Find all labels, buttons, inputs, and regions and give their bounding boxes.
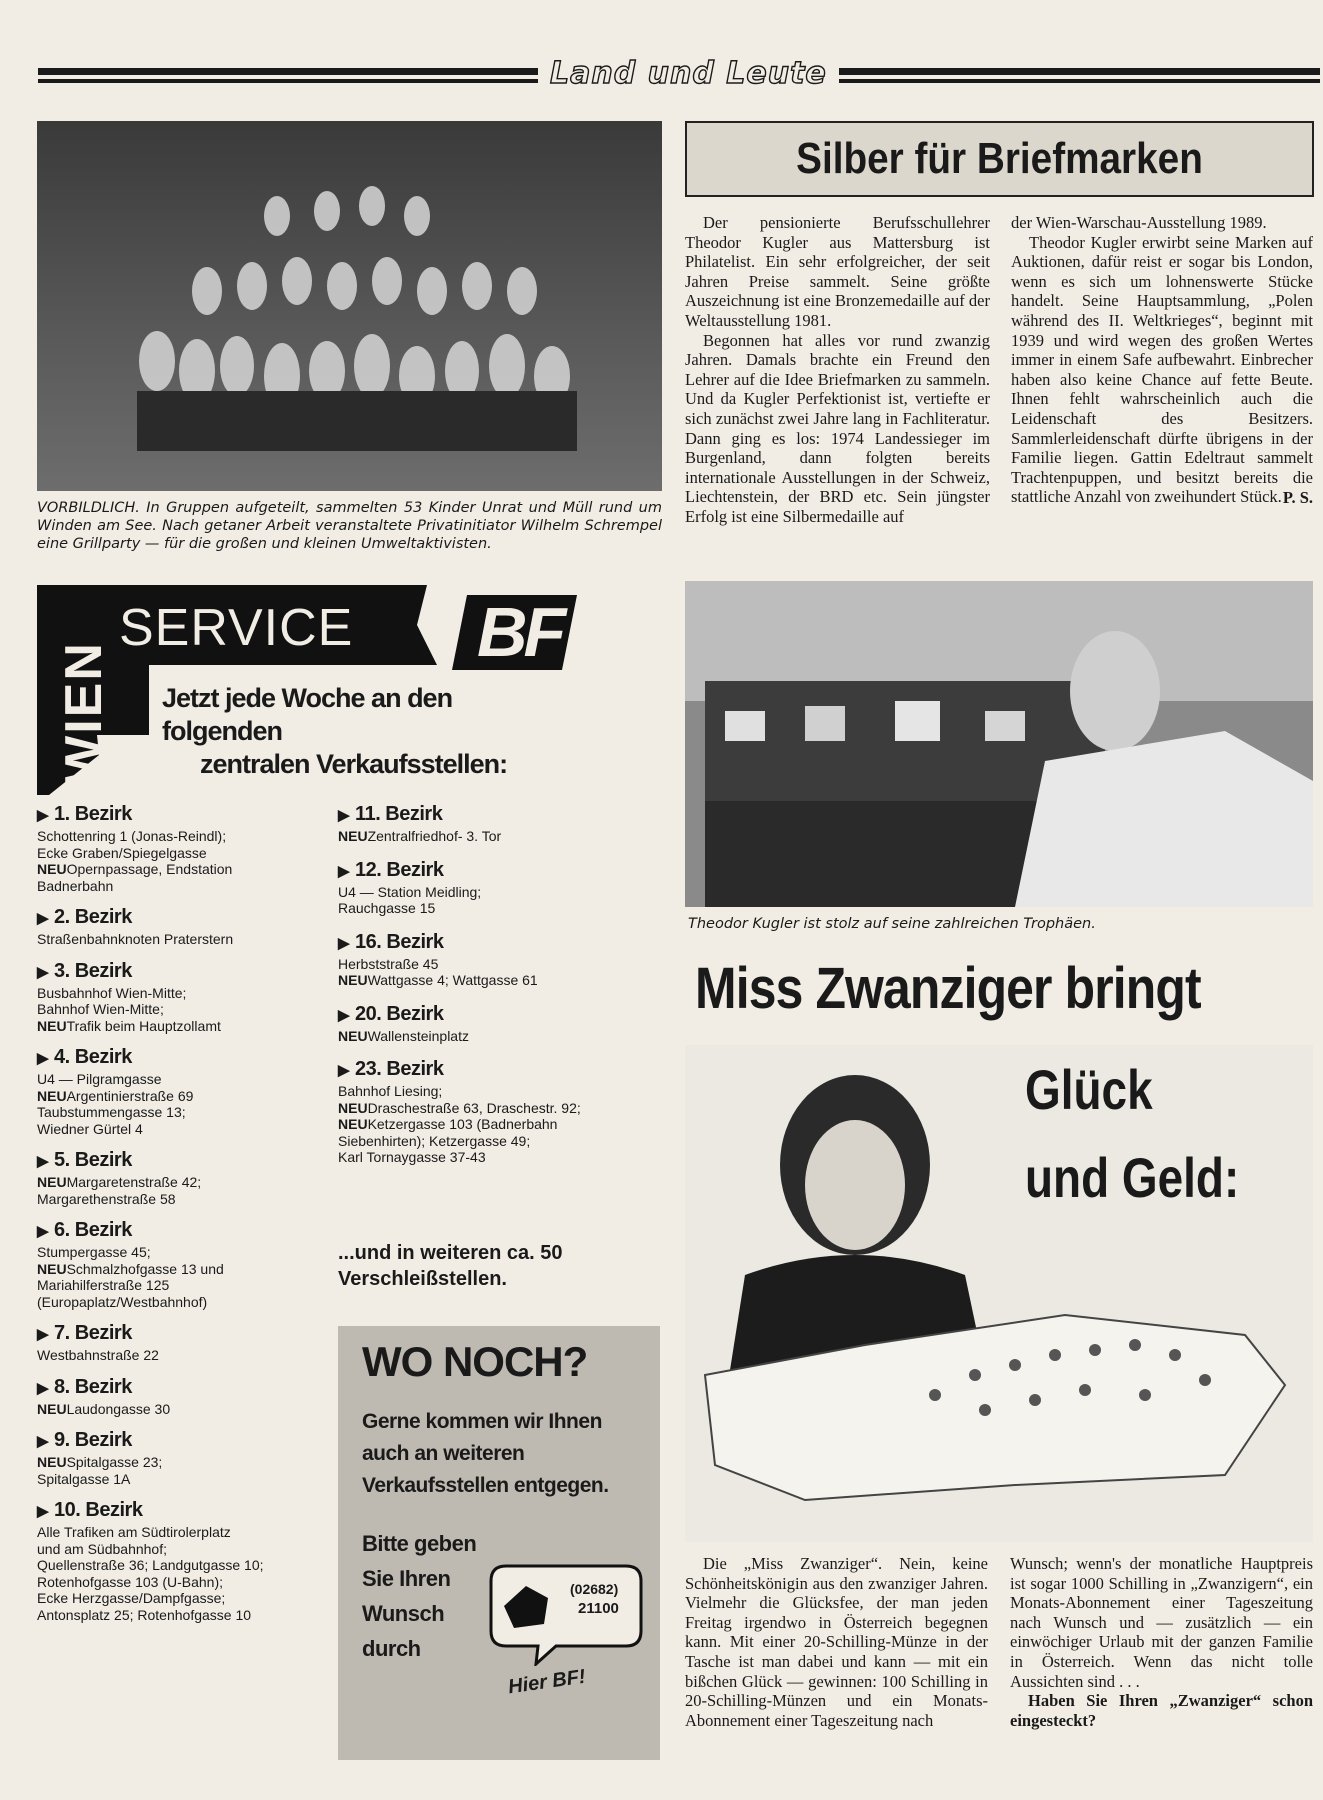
arrow-right-icon: ▶ — [37, 910, 49, 927]
stamps-author: P. S. — [1282, 487, 1313, 507]
more-outlets-line: Verschleißstellen. — [338, 1268, 507, 1290]
neu-badge: NEU — [338, 1116, 368, 1132]
bezirk-address-text: Rotenhofgasse 103 (U-Bahn); — [37, 1573, 223, 1590]
wo-noch-wish-line: Bitte geben — [362, 1531, 477, 1556]
bezirk-address-text: Wallensteinplatz — [367, 1027, 469, 1044]
bezirk-address — [37, 1001, 337, 1018]
neu-badge: NEU — [37, 1400, 67, 1417]
bezirk-address-text: (Europaplatz/Westbahnhof) — [37, 1293, 208, 1310]
bezirk-address — [37, 1454, 337, 1471]
bezirk-address-text: Stumpergasse 45; — [37, 1244, 151, 1260]
bezirk-address-text: Bahnhof Wien-Mitte; — [37, 1001, 164, 1017]
arrow-right-icon: ▶ — [37, 1433, 49, 1450]
bezirk-address — [338, 884, 658, 901]
bezirk-address — [37, 828, 337, 845]
bezirk-title — [338, 802, 658, 828]
kids-photo-caption: VORBILDLICH. In Gruppen aufgeteilt, sammelten 53 Kinder Unrat und Müll rund um Winden am See. Nach getaner Arbeit veranstaltete Privatinitiator Wilhelm Schrempel eine Grillparty — für die großen und kleinen Umweltaktivisten. — [37, 500, 662, 552]
bezirk-address — [37, 1104, 337, 1121]
bezirk-address — [37, 1191, 337, 1208]
bezirk-address-text: Schmalzhofgasse 13 und — [66, 1260, 224, 1277]
service-subtitle — [162, 682, 507, 781]
neu-badge: NEU — [338, 1027, 368, 1044]
bezirk-entry — [338, 930, 658, 989]
bezirk-address-text: Straßenbahnknoten Praterstern — [37, 931, 234, 947]
bezirk-address — [338, 972, 658, 989]
bezirk-address — [338, 1028, 658, 1045]
kids-group-photo — [37, 121, 662, 491]
miss-headline-geld: und Geld: — [1025, 1146, 1240, 1209]
stamps-paragraph: der Wien-Warschau-Ausstellung 1989. — [1011, 213, 1267, 232]
miss-headline-glueck: Glück — [1025, 1058, 1153, 1121]
more-outlets-line: ...und in weiteren ca. 50 — [338, 1242, 563, 1264]
wo-noch-line: Gerne kommen wir Ihnen — [362, 1410, 602, 1433]
bezirk-address — [37, 1174, 337, 1191]
miss-headline: Miss Zwanziger bringt — [695, 956, 1201, 1021]
arrow-right-icon: ▶ — [37, 963, 49, 981]
bezirk-address-text: Zentralfriedhof- 3. Tor — [367, 828, 502, 844]
service-subtitle-line: zentralen Verkaufsstellen: — [200, 749, 508, 779]
section-title: Land und Leute — [538, 56, 839, 91]
wo-noch-wish-line: Wunsch — [362, 1601, 445, 1626]
bezirk-title — [338, 1057, 658, 1083]
bezirk-title — [37, 905, 337, 931]
bezirk-title — [37, 1218, 337, 1244]
bezirk-address-text: und am Südbahnhof; — [37, 1540, 167, 1557]
bezirk-title-text: 1. Bezirk — [54, 803, 132, 825]
bezirk-title — [37, 1375, 337, 1401]
bezirk-address — [37, 1294, 337, 1311]
miss-zwanziger-photo — [685, 1045, 1313, 1542]
bezirk-address-text: Westbahnstraße 22 — [37, 1347, 159, 1363]
arrow-right-icon: ▶ — [338, 934, 350, 952]
bezirk-address-text: Ecke Graben/Spiegelgasse — [37, 844, 207, 861]
bezirk-title — [37, 1321, 337, 1347]
neu-badge: NEU — [37, 1454, 67, 1470]
wo-noch-line: Verkaufsstellen entgegen. — [362, 1474, 609, 1497]
stamps-article-col1 — [685, 213, 990, 527]
bezirk-title-text: 7. Bezirk — [54, 1322, 132, 1344]
bezirk-address — [37, 931, 337, 948]
bezirk-entry — [338, 1002, 658, 1045]
bezirk-title-text: 5. Bezirk — [54, 1149, 132, 1171]
stamps-headline-box — [685, 121, 1314, 197]
arrow-right-icon: ▶ — [37, 1050, 49, 1067]
bezirk-title — [37, 1045, 337, 1071]
bezirk-address-text: Wattgasse 4; Wattgasse 61 — [367, 972, 538, 988]
phone-number: 21100 — [578, 1600, 619, 1617]
bezirk-entry — [37, 1428, 337, 1487]
bezirk-address — [37, 1541, 337, 1558]
arrow-right-icon: ▶ — [37, 1223, 49, 1240]
bezirk-address-text: Busbahnhof Wien-Mitte; — [37, 984, 187, 1001]
bezirk-address-text: Spitalgasse 1A — [37, 1470, 131, 1487]
bezirk-address-text: Trafik beim Hauptzollamt — [66, 1017, 221, 1034]
bezirk-address-text: U4 — Pilgramgasse — [37, 1071, 162, 1087]
service-vertical-wien: WIEN — [55, 641, 113, 785]
bezirk-list-left — [37, 802, 337, 1634]
bezirk-entry — [37, 1218, 337, 1310]
bezirk-address-text: Ecke Herzgasse/Dampfgasse; — [37, 1590, 226, 1606]
bezirk-address — [37, 1244, 337, 1261]
kids-photo-graphic — [37, 121, 662, 491]
bezirk-entry — [338, 858, 658, 917]
bezirk-address-text: Laudongasse 30 — [66, 1400, 171, 1417]
bezirk-address — [338, 1083, 658, 1100]
bezirk-address — [338, 1149, 658, 1166]
neu-badge: NEU — [37, 861, 67, 877]
bezirk-address-text: Ketzergasse 103 (Badnerbahn — [367, 1116, 558, 1132]
bezirk-address — [37, 1590, 337, 1607]
bezirk-title-text: 16. Bezirk — [355, 930, 444, 953]
arrow-right-icon: ▶ — [37, 1326, 49, 1343]
miss-paragraph: Die „Miss Zwanziger“. Nein, keine Schönheitskönigin aus den zwanziger Jahren. Vielmehr die Glücksfee, der man jeden Freitag irgendwo in Österreich begegnen kann. Mit einer 20-Schilling-Münze in der Tasche ist man dabei und kann — mit ein bißchen Glück — gewinnen: 100 Schilling in 20-Schilling-Münzen und ein Monats-Abonnement einer Tageszeitung nach — [685, 1554, 988, 1730]
bezirk-address-text: Herbststraße 45 — [338, 955, 439, 972]
bezirk-title — [37, 1498, 337, 1524]
bezirk-entry — [37, 1498, 337, 1623]
bezirk-address — [37, 878, 337, 895]
neu-badge: NEU — [37, 1087, 67, 1104]
bezirk-address — [338, 956, 658, 973]
bezirk-title-text: 11. Bezirk — [355, 803, 443, 825]
bezirk-list-right — [338, 802, 658, 1179]
bezirk-address — [37, 861, 337, 878]
arrow-right-icon: ▶ — [37, 1503, 49, 1520]
bezirk-address — [37, 1277, 337, 1294]
bezirk-address — [37, 1121, 337, 1138]
bezirk-title-text: 9. Bezirk — [54, 1429, 132, 1451]
bezirk-address-text: Quellenstraße 36; Landgutgasse 10; — [37, 1557, 264, 1573]
bezirk-address — [37, 1607, 337, 1624]
bezirk-title-text: 2. Bezirk — [54, 906, 132, 928]
bezirk-address-text: Wiedner Gürtel 4 — [37, 1120, 143, 1137]
miss-photo-graphic — [685, 1045, 1313, 1542]
bezirk-address — [338, 828, 658, 845]
bezirk-entry — [37, 959, 337, 1035]
bf-logo: BF — [477, 593, 563, 671]
bezirk-address-text: Margaretenstraße 42; — [66, 1174, 202, 1190]
wo-noch-title: WO NOCH? — [362, 1338, 588, 1385]
bezirk-address-text: Schottenring 1 (Jonas-Reindl); — [37, 828, 227, 844]
hier-bf: Hier BF! — [506, 1665, 587, 1699]
neu-badge: NEU — [37, 1017, 67, 1034]
bezirk-address — [37, 1347, 337, 1364]
bezirk-address-text: Draschestraße 63, Draschestr. 92; — [367, 1099, 581, 1116]
bezirk-entry — [37, 1375, 337, 1418]
bezirk-title-text: 8. Bezirk — [54, 1375, 132, 1398]
more-outlets — [338, 1240, 563, 1292]
arrow-right-icon: ▶ — [338, 1006, 350, 1024]
bezirk-address — [338, 900, 658, 917]
bezirk-address-text: Opernpassage, Endstation — [66, 861, 233, 877]
bezirk-entry — [37, 905, 337, 948]
wien-service-block — [37, 585, 662, 795]
bezirk-address-text: U4 — Station Meidling; — [338, 883, 482, 900]
stamps-paragraph: Begonnen hat alles vor rund zwanzig Jahren. Damals brachte ein Freund den Lehrer auf die Idee Briefmarken zu sammeln. Und da Kugler Perfektionist ist, vertiefte er sich zunächst zwei Jahre lang in Fachliteratur. Dann ging es los: 1974 Landessieger im Burgenland, dann folgten bereits internationale Ausstellungen in der Schweiz, Liechtenstein, der BRD etc. Sein jüngster Erfolg ist eine Silbermedaille auf — [685, 330, 990, 526]
bezirk-address-text: Argentinierstraße 69 — [66, 1087, 194, 1104]
miss-closing: Haben Sie Ihren „Zwanziger“ schon eingesteckt? — [1010, 1691, 1313, 1730]
bezirk-address-text: Antonsplatz 25; Rotenhofgasse 10 — [37, 1606, 252, 1623]
bezirk-title-text: 23. Bezirk — [355, 1058, 444, 1080]
bezirk-address-text: Rauchgasse 15 — [338, 900, 436, 916]
bezirk-address — [37, 1071, 337, 1088]
bezirk-address-text: Mariahilferstraße 125 — [37, 1277, 170, 1293]
bezirk-title — [37, 959, 337, 985]
bezirk-title — [338, 858, 658, 884]
bezirk-title — [338, 930, 658, 956]
bezirk-entry — [37, 1045, 337, 1137]
wo-noch-line: auch an weiteren — [362, 1442, 525, 1465]
neu-badge: NEU — [338, 828, 368, 844]
bezirk-address — [37, 1524, 337, 1541]
bezirk-address-text: Siebenhirten); Ketzergasse 49; — [338, 1132, 531, 1149]
bezirk-address — [338, 1100, 658, 1117]
bezirk-address — [37, 1401, 337, 1418]
wo-noch-wish-line: durch — [362, 1636, 421, 1661]
stamps-headline: Silber für Briefmarken — [796, 134, 1203, 183]
bezirk-address-text: Spitalgasse 23; — [66, 1454, 163, 1470]
service-subtitle-line: Jetzt jede Woche an den — [162, 683, 453, 713]
bezirk-address — [338, 1116, 658, 1133]
bezirk-entry — [37, 1148, 337, 1207]
bezirk-address — [37, 1088, 337, 1105]
arrow-right-icon: ▶ — [338, 862, 350, 880]
bezirk-address — [37, 1557, 337, 1574]
bezirk-address — [37, 985, 337, 1002]
bezirk-title-text: 3. Bezirk — [54, 959, 132, 982]
bezirk-address-text: Karl Tornaygasse 37-43 — [338, 1149, 486, 1165]
stamps-paragraph: Theodor Kugler erwirbt seine Marken auf Auktionen, dafür reist er sogar bis London, wenn es sich um lohnenswerte Stücke handelt. Seine Hauptsammlung, „Polen während des II. Weltkrieges“, beginnt mit 1939 und wird wegen des großen Wertes immer in einem Safe aufbewahrt. Einbrecher haben also keine Chance auf fette Beute. Ihnen fehlt wahrscheinlich auch die Leidenschaft des Besitzers. Sammlerleidenschaft dürfte übrigens in der Familie liegen. Gattin Edeltraut sammelt Trachtenpuppen, und besitzt bereits die stattliche Anzahl von zweihundert Stück. — [1011, 232, 1313, 507]
bezirk-address-text: Alle Trafiken am Südtirolerplatz — [37, 1524, 231, 1540]
kugler-photo — [685, 581, 1313, 907]
kugler-photo-graphic — [685, 581, 1313, 907]
miss-article-col1 — [685, 1554, 988, 1730]
bezirk-title-text: 6. Bezirk — [54, 1219, 132, 1241]
bezirk-address — [37, 845, 337, 862]
arrow-right-icon: ▶ — [338, 807, 350, 824]
bezirk-title — [37, 1148, 337, 1174]
bezirk-entry — [37, 802, 337, 894]
phone-bubble — [486, 1556, 646, 1666]
bezirk-entry — [37, 1321, 337, 1364]
bezirk-address — [37, 1018, 337, 1035]
bezirk-address-text: Bahnhof Liesing; — [338, 1083, 443, 1099]
stamps-article-col2 — [1011, 213, 1313, 508]
bezirk-address-text: Taubstummengasse 13; — [37, 1104, 186, 1120]
bezirk-address — [37, 1471, 337, 1488]
bezirk-title-text: 10. Bezirk — [54, 1499, 143, 1521]
neu-badge: NEU — [338, 1099, 368, 1116]
arrow-right-icon: ▶ — [37, 1379, 49, 1397]
arrow-right-icon: ▶ — [37, 807, 49, 824]
bezirk-title — [37, 802, 337, 828]
wo-noch-wish-line: Sie Ihren — [362, 1566, 451, 1591]
arrow-right-icon: ▶ — [37, 1153, 49, 1170]
service-subtitle-line: folgenden — [162, 716, 282, 746]
bezirk-address — [37, 1574, 337, 1591]
phone-area: (02682) — [570, 1581, 619, 1597]
bezirk-entry — [338, 802, 658, 845]
section-header — [38, 56, 1320, 91]
service-title: SERVICE — [119, 599, 354, 657]
neu-badge: NEU — [37, 1260, 67, 1277]
bezirk-address — [338, 1133, 658, 1150]
bezirk-title-text: 12. Bezirk — [355, 858, 444, 881]
miss-article-col2 — [1010, 1554, 1313, 1730]
arrow-right-icon: ▶ — [338, 1062, 350, 1079]
miss-paragraph: Wunsch; wenn's der monatliche Hauptpreis ist sogar 1000 Schilling in „Zwanzigern“, ein Monats-Abonnement einer Tageszeitung nach Wunsch und — zusätzlich — ein einwöchiger Urlaub mit der ganzen Familie in Österreich. Wenn das nicht tolle Aussichten sind . . . — [1010, 1554, 1313, 1691]
bezirk-entry — [338, 1057, 658, 1166]
bezirk-title-text: 4. Bezirk — [54, 1046, 132, 1068]
stamps-paragraph: Der pensionierte Berufsschullehrer Theodor Kugler aus Mattersburg ist Philatelist. Ein sehr erfolgreicher, der seit Jahren Preise sammelt. Seine größte Auszeichnung ist eine Bronzemedaille auf der Weltausstellung 1981. — [685, 213, 990, 330]
bezirk-address-text: Badnerbahn — [37, 877, 114, 894]
wo-noch-wish — [362, 1526, 476, 1666]
neu-badge: NEU — [37, 1174, 67, 1190]
bezirk-title-text: 20. Bezirk — [355, 1002, 444, 1025]
bezirk-title — [37, 1428, 337, 1454]
bezirk-address — [37, 1261, 337, 1278]
neu-badge: NEU — [338, 972, 368, 988]
bezirk-address-text: Margarethenstraße 58 — [37, 1190, 176, 1207]
kugler-photo-caption: Theodor Kugler ist stolz auf seine zahlreichen Trophäen. — [688, 916, 1096, 932]
wo-noch-box — [338, 1326, 660, 1760]
bezirk-title — [338, 1002, 658, 1028]
wo-noch-text — [362, 1406, 609, 1502]
